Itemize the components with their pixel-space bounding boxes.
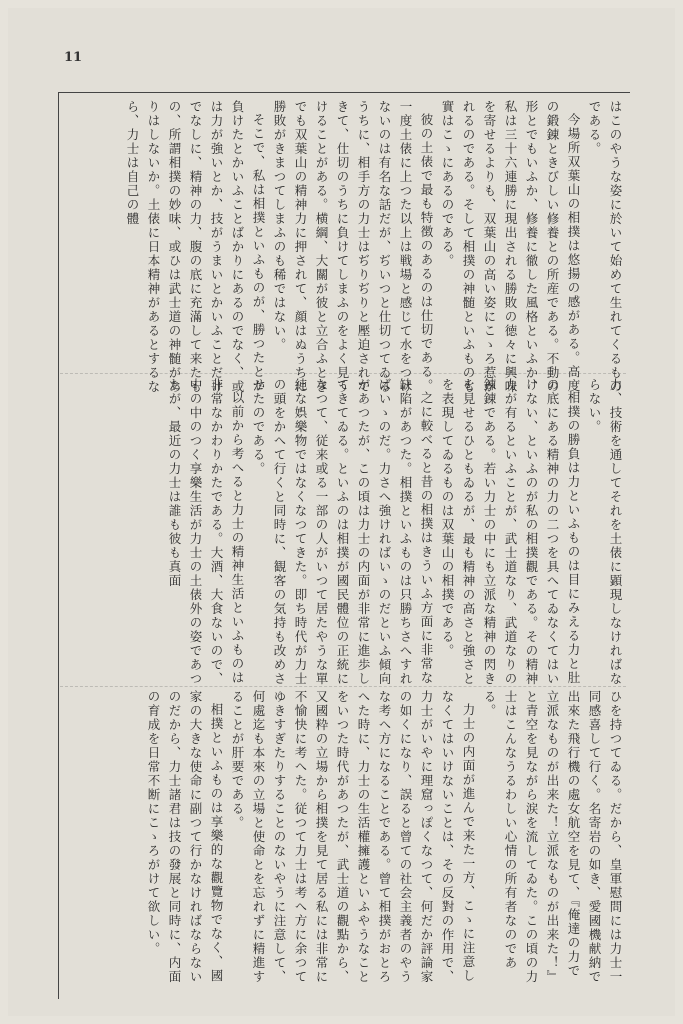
paragraph: 相撲といふものは享樂的な觀覽物でなく、國家の大きな使命に副つて行かなければならないのだから、力士諸君は技の發展と同時に、内面の育成を日常不断にこゝろがけて欲しい。 [146, 690, 224, 984]
paragraph: 之に較べると昔の相撲はきういふ方面に非常な缺陷があつた。相撲といふものは只勝ちさへすればいゝのだ。力さへ強ければいゝのだといふ傾向があつたが、この頃は力士の内面が非常に進歩してきてゐる。といふのは相撲が國民體位の正統になつて、従来或る一部の人がいつて居たやうな單純な娯樂物ではなくなつてきた。即ち時代が力士の頭をかへて行くと同時に、観客の気持も改めさせたのである。 [251, 378, 434, 686]
paragraph: そこで、私は相撲といふものが、勝つたとか負けたとかいふことばかりにあるのでなく、或は力が強いとか、技がうまいとかいふことだけでなしに、精神の力、腹の底に充滿して来たもの、所謂相撲の妙味、或ひは武士道の神髄がありはしないか。土俵に日本精神があるとするなら、力士は自己の體 [125, 100, 266, 394]
paragraph: ひを持つてゐる。だから、皇軍慰問には力士一同感喜して行く。名寄岩の如き、愛國機献納で出來た飛行機の處女航空を見て、『俺達の力で立派なものが出来た！立派なものが出来た！』と青空を見ながら涙を流してゐた。この頃の力士はこんなうるわしい心情の所有者なのである。 [482, 690, 623, 984]
paragraph: 彼の土俵で最も特徴のあるのは仕切である。一度土俵に上つた以上は戦場と感じて水をつけないのは有名な話だが、ぢいつと仕切つてゐるうちに、相手方の力士はぢりぢりと壓迫されてきて、仕切のうちに負けてしまふのをよく見うけることがある。横綱、大關が彼と立合ふときでも双葉山の精神力に押されて、顔はぬうちに勝敗がきまつてしまふのも稀ではない。 [272, 100, 434, 394]
paragraph: 以前から考へると力士の精神生活といふものは非常なかわりかたである。大酒、大食ないので、中の中のつく享樂生活が力士の土俵外の姿であつたが、最近の力士は誰も彼も真面 [167, 378, 245, 686]
paragraph: 力、技術を通してそれを土俵に顕現しなければならない。 [587, 378, 623, 686]
paragraph: はこのやうな姿に於いて始めて生れてくるものである。 [587, 100, 623, 394]
page-number: 11 [64, 50, 83, 65]
paragraph: 今場所双葉山の相撲は悠揚の感がある。高度の鍛錬ときびしい修養との所産である。不動の形とでもいふか、修養に徹した風格といふか、私は三十六連勝に現出される勝敗の徳々に興味を寄せるよりも、双葉山の高い姿にこゝろ惹かれるのである。そして相撲の神髄といふものも實はこゝにあるのである。 [440, 100, 581, 394]
text-column-1 [66, 100, 626, 400]
text-column-3 [66, 690, 626, 990]
column-divider [60, 373, 626, 374]
column-divider [60, 686, 626, 687]
paragraph: 力士の内面が進んで来た一方、こゝに注意しなくてはいけないことは、その反對の作用で、力士がいやに理窟っぽくなつて、何だか評論家の如くになり、誤ると曾ての社会主義者のやうな考へ方になることである。曾て相撲がおとろへた時に、力士の生活權擁護といふやうなことをいつた時代があつたが、武士道の觀點から、又國粋の立場から相撲を見て居る私には非常に不愉快に考へた。従つて力士は考へ方に余つてゆきすぎたりすることのないやうに注意して、何處迄も本來の立場と使命とを忘れずに精進することが肝要である。 [230, 690, 476, 984]
text-column-2 [66, 378, 626, 688]
paragraph: 相撲の勝負は力といふものは目にみえる力と肚の底にある精神の力の二つを具へてゐなくてはいけない、といふのが私の相撲觀である。その精神力が有るといふことが、武士道なり、武道なりの錬錬である。若い力士の中にも立派な精神の閃きを見せるひともゐるが、最も精神の高さと強さとを表現してゐるものは双葉山の相撲である。 [440, 378, 581, 686]
